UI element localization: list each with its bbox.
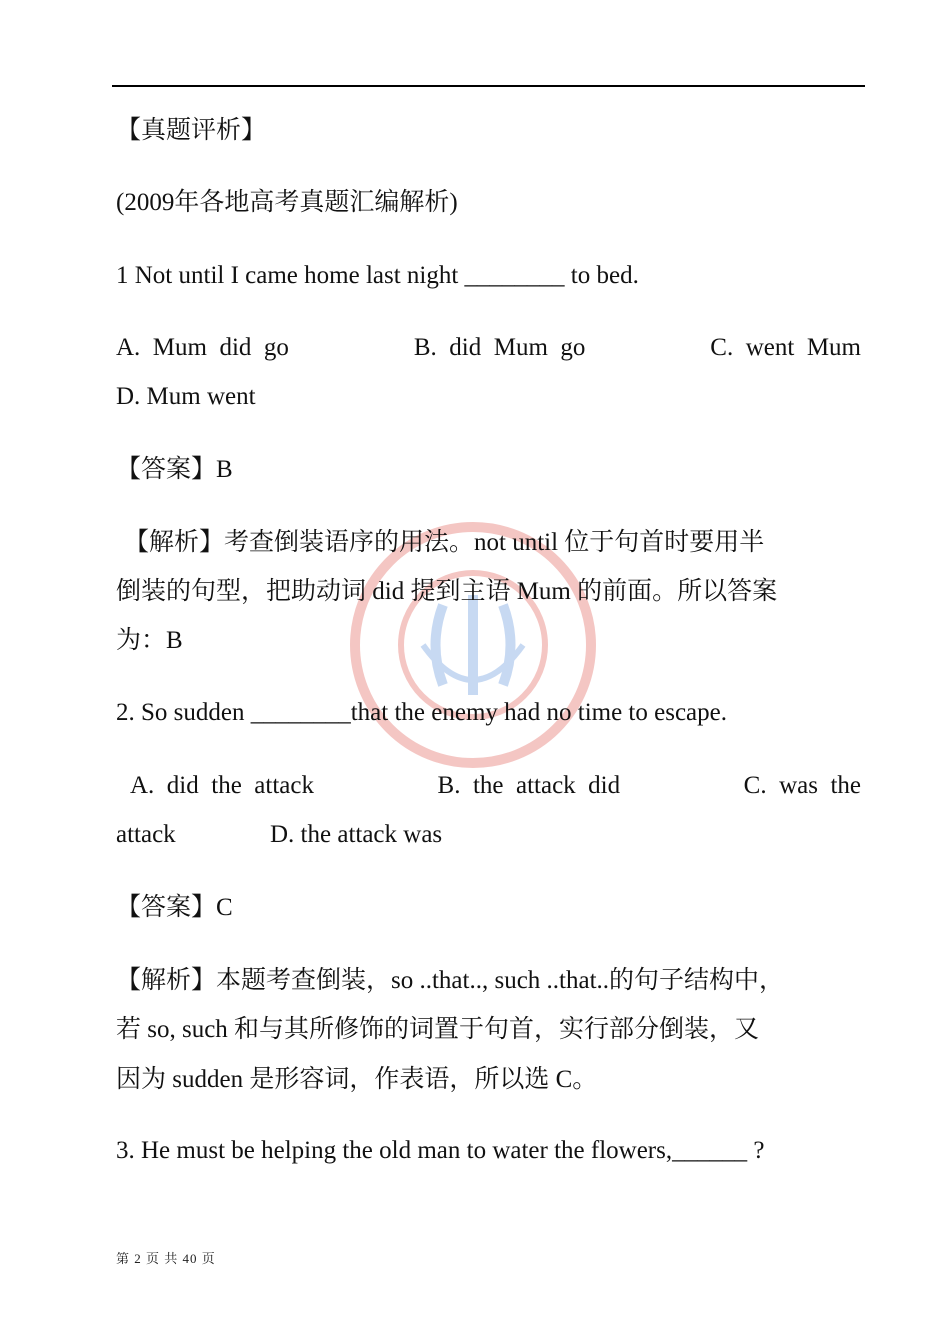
question-2-options-continued [116, 820, 861, 850]
question-1-options [116, 333, 861, 363]
question-3-stem: 3. He must be helping the old man to water the flowers,______ ? [116, 1137, 765, 1164]
question-1-stem: 1 Not until I came home last night ________ to bed. [116, 262, 639, 289]
option-b: B. the attack did [437, 772, 621, 799]
header-rule [112, 85, 865, 87]
option-c: C. went Mum [710, 334, 861, 361]
question-2-options [130, 771, 861, 801]
option-d: D. the attack was [270, 821, 443, 848]
section-title: 【真题评析】 [116, 117, 267, 144]
question-2-stem: 2. So sudden ________that the enemy had no time to escape. [116, 699, 727, 726]
question-1-analysis-line: 【解析】考查倒装语序的用法。not until 位于句首时要用半 [124, 529, 765, 556]
question-2-analysis-line: 若 so, such 和与其所修饰的词置于句首，实行部分倒装，又 [116, 1016, 760, 1043]
question-1-analysis-line: 为：B [116, 627, 183, 654]
page-footer: 第 2 页 共 40 页 [116, 1251, 216, 1266]
option-b: B. did Mum go [413, 334, 586, 361]
question-1-answer: 【答案】B [116, 456, 233, 483]
option-a: A. Mum did go [116, 334, 289, 361]
question-2-analysis-line: 因为 sudden 是形容词，作表语，所以选 C。 [116, 1066, 598, 1093]
option-a: A. did the attack [130, 772, 314, 799]
option-d: D. Mum went [116, 383, 256, 410]
question-1-analysis-line: 倒装的句型，把助动词 did 提到主语 Mum 的前面。所以答案 [116, 578, 778, 605]
question-2-analysis-line: 【解析】本题考查倒装，so ..that.., such ..that..的句子结构中， [116, 967, 785, 994]
option-c: C. was the [743, 772, 861, 799]
option-c-continued: attack [116, 821, 176, 848]
subtitle: (2009年各地高考真题汇编解析) [116, 189, 458, 216]
question-2-answer: 【答案】C [116, 894, 233, 921]
